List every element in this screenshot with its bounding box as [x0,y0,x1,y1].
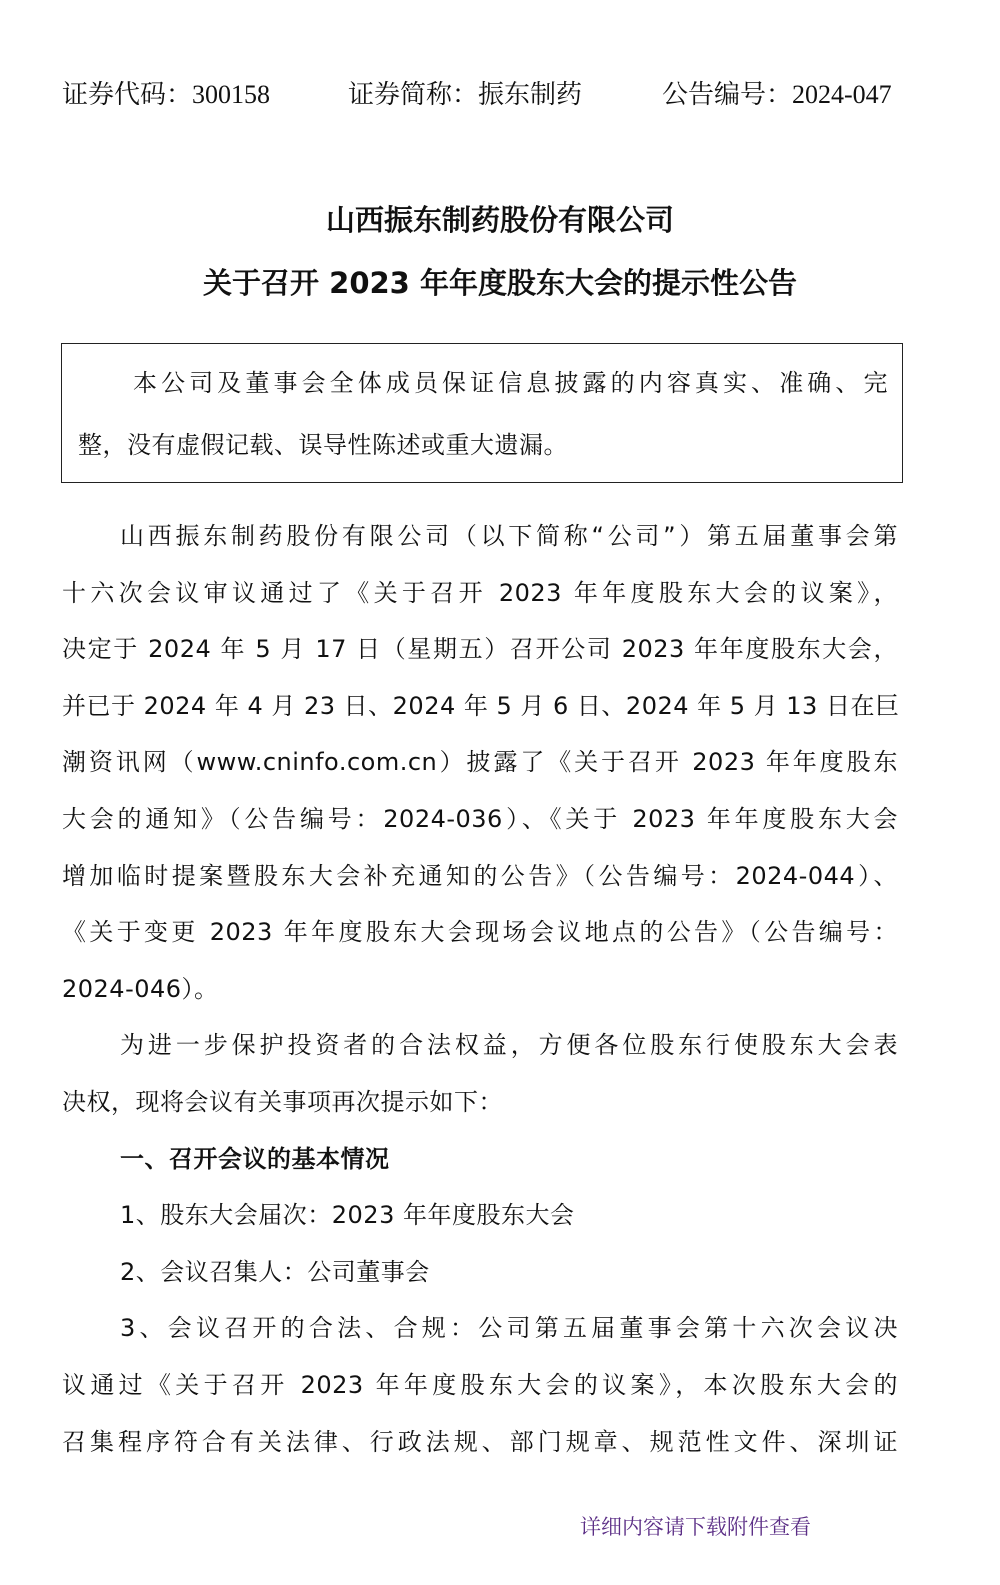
notice-number: 公告编号：2024-047 [662,80,892,109]
paragraph-line: 3、会议召开的合法、合规：公司第五届董事会第十六次会议决 [120,1314,898,1343]
paragraph-line: 决定于 2024 年 5 月 17 日（星期五）召开公司 2023 年年度股东大会， [62,635,898,664]
statement-box [61,343,903,483]
section-heading: 一、召开会议的基本情况 [120,1144,390,1173]
paragraph-line: 召集程序符合有关法律、行政法规、部门规章、规范性文件、深圳证 [62,1427,898,1456]
paragraph-line: 议通过《关于召开 2023 年年度股东大会的议案》，本次股东大会的 [62,1371,898,1399]
paragraph-line: 2024-046）。 [62,974,219,1003]
notice-title: 关于召开 2023 年年度股东大会的提示性公告 [203,266,797,300]
paragraph-line: 潮资讯网（www.cninfo.com.cn）披露了《关于召开 2023 年年度股东 [62,748,898,777]
paragraph-line: 山西振东制药股份有限公司（以下简称“公司”）第五届董事会第 [120,522,898,550]
statement-line: 本公司及董事会全体成员保证信息披露的内容真实、准确、完 [133,369,888,397]
download-attachment-link[interactable]: 详细内容请下载附件查看 [580,1515,811,1539]
paragraph-line: 为进一步保护投资者的合法权益，方便各位股东行使股东大会表 [120,1031,898,1060]
security-code: 证券代码：300158 [62,80,271,109]
paragraph-line: 大会的通知》（公告编号：2024-036）、《关于 2023 年年度股东大会 [62,805,898,833]
paragraph-line: 《关于变更 2023 年年度股东大会现场会议地点的公告》（公告编号： [62,918,898,947]
paragraph-line: 2、会议召集人：公司董事会 [120,1257,430,1286]
security-short-name: 证券简称：振东制药 [348,80,583,109]
paragraph-line: 决权，现将会议有关事项再次提示如下： [62,1088,503,1116]
statement-line: 整，没有虚假记载、误导性陈述或重大遗漏。 [78,431,568,459]
company-title: 山西振东制药股份有限公司 [325,203,674,237]
paragraph-line: 增加临时提案暨股东大会补充通知的公告》（公告编号：2024-044）、 [62,861,898,890]
paragraph-line: 1、股东大会届次：2023 年年度股东大会 [120,1201,575,1230]
paragraph-line: 并已于 2024 年 4 月 23 日、2024 年 5 月 6 日、2024 年 5 月 13 日在巨 [62,691,900,720]
paragraph-line: 十六次会议审议通过了《关于召开 2023 年年度股东大会的议案》， [62,578,898,607]
